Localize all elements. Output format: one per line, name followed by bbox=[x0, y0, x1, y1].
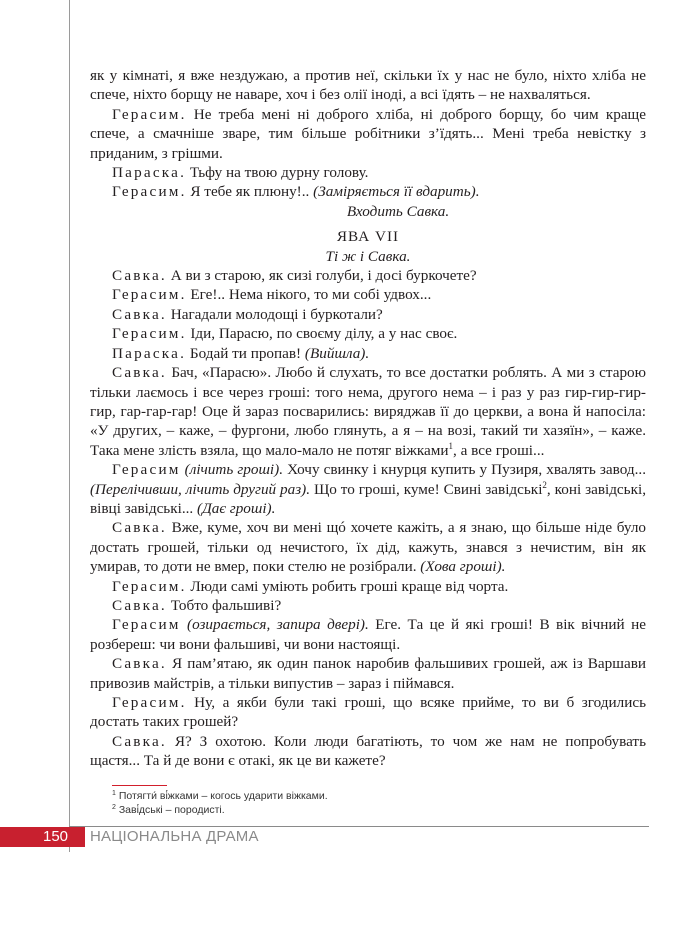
paragraph: Герасим. Не треба мені ні доброго хліба, ні доброго борщу, бо чим краще спече, а смачніше зваре, тим більше робітники з’їдять... Мені треба невістку з приданим, з грішми. bbox=[90, 105, 646, 162]
stage-direction: (Хова гроші). bbox=[420, 558, 506, 576]
footnote-mark: 1 bbox=[112, 790, 116, 797]
speaker-name: Савка. bbox=[112, 732, 167, 750]
speaker-name: Герасим. bbox=[112, 183, 187, 201]
speaker-name: Савка. bbox=[112, 519, 167, 537]
paragraph: Герасим (озирається, запира двері). Еге. Та це й які гроші! В вік вічний не розбереш: чи вони фальшиві, чи вони настоящі. bbox=[90, 616, 646, 653]
footnote: $^2$ Заві́дські – породисті. bbox=[112, 804, 225, 816]
page-number: 150 bbox=[43, 828, 69, 845]
scene-subheading: Ті ж і Савка. bbox=[325, 247, 411, 265]
paragraph: Герасим. Люди самі уміють робить гроші краще від чорта. bbox=[112, 577, 509, 595]
paragraph: Герасим. Іди, Парасю, по своєму ділу, а у нас своє. bbox=[112, 325, 458, 343]
footnote-divider bbox=[112, 785, 167, 786]
paragraph: Параска. Бодай ти пропав! (Вийшла). bbox=[112, 344, 370, 362]
paragraph: як у кімнаті, я вже нездужаю, а против неї, скільки їх у нас не було, ніхто хліба не спече, ніхто борщу не наваре, хоч і без олії іноді, а всі їдять – не нахваляться. bbox=[90, 67, 646, 104]
speaker-name: Савка. bbox=[112, 305, 167, 323]
margin-rule bbox=[69, 0, 70, 852]
speaker-name: Герасим. bbox=[112, 286, 187, 304]
paragraph: Савка. Бач, «Парасю». Любо й слухать, то все достатки роблять. А ми з старою тільки лаємось і все через гроші: того нема, другого нема – і раз у раз гир-гир-гир-гир, гар-гар-гар! Оце й зараз посварились: виряджав її до церкви, а вона й напосіла: «У других, – каже, – фургони, любо глянуть, а я – на возі, такий ти хазяїн», – каже. Така мене злість взяла, що мало-мало не потяг віжками$^1$, а все гроші... bbox=[90, 364, 646, 459]
running-footer-title: НАЦІОНАЛЬНА ДРАМА bbox=[90, 828, 259, 845]
paragraph: Савка. Я пам’ятаю, як один панок наробив фальшивих грошей, аж із Варшави привозив майстрів, а тільки випустив – зараз і піймався. bbox=[90, 655, 646, 692]
footnote-ref: 2 bbox=[542, 479, 547, 490]
footnote-ref: 1 bbox=[448, 440, 454, 451]
stage-direction: (Перелічивши, лічить другий раз). bbox=[90, 480, 311, 498]
paragraph: Савка. Нагадали молодощі і буркотали? bbox=[112, 305, 383, 323]
speaker-name: Савка. bbox=[112, 655, 167, 673]
speaker-name: Герасим. bbox=[112, 694, 187, 711]
stage-direction: (лічить гроші). bbox=[180, 461, 284, 479]
speaker-name: Савка. bbox=[112, 596, 167, 614]
paragraph: Савка. Я? З охотою. Коли люди багатіють, то чом же нам не попробувать щастя... Та й де вони є отакі, як це ви кажете? bbox=[90, 732, 646, 770]
speaker-name: Герасим. bbox=[112, 325, 187, 343]
speaker-name: Параска. bbox=[112, 164, 187, 182]
paragraph: Савка. А ви з старою, як сизі голуби, і досі буркочете? bbox=[112, 267, 477, 285]
speaker-name: Герасим. bbox=[112, 105, 187, 123]
footnote: $^1$ Потягти́ ві́жками – когось ударити віжками. bbox=[112, 790, 328, 802]
speaker-name: Герасим bbox=[112, 616, 181, 634]
stage-direction: (Дає гроші). bbox=[197, 499, 276, 517]
paragraph: Герасим (лічить гроші). Хочу свинку і кнурця купить у Пузиря, хвалять завод... (Перелічивши, лічить другий раз). Що то гроші, куме! Свині завідські$^2$, коні завідські, вівці завідські... (Дає гроші). bbox=[90, 461, 646, 517]
speaker-name: Параска. bbox=[112, 344, 187, 362]
paragraph: Савка. Вже, куме, хоч ви мені щó хочете кажіть, а я знаю, що більше ніде було достать грошей, тільки од нечистого, їх дід, кажуть, знався з нечистим, він як умирав, то доти не вмер, поки стелю не розібрали. (Хова гроші). bbox=[90, 519, 646, 576]
speaker-name: Герасим. bbox=[112, 577, 187, 595]
speaker-name: Герасим bbox=[112, 461, 181, 479]
speaker-name: Савка. bbox=[112, 364, 167, 382]
footnotes bbox=[112, 789, 328, 817]
stage-direction: (озирається, запира двері). bbox=[180, 616, 369, 634]
paragraph: Савка. Тобто фальшиві? bbox=[112, 596, 282, 614]
paragraph: Параска. Тьфу на твою дурну голову. bbox=[112, 164, 369, 182]
paragraph: Герасим. Еге!.. Нема нікого, то ми собі удвох... bbox=[112, 286, 432, 304]
scene-heading: ЯВА VII bbox=[336, 228, 400, 246]
entrance-direction: Входить Савка. bbox=[346, 202, 450, 220]
paragraph: Герасим. Я тебе як плюну!.. (Заміряється її вдарить). bbox=[112, 183, 480, 201]
speaker-name: Савка. bbox=[112, 267, 167, 285]
footnote-mark: 2 bbox=[112, 804, 116, 811]
paragraph: Герасим. Ну, а якби були такі гроші, що всяке прийме, то ви б згодились достать таких грошей? bbox=[90, 694, 646, 731]
stage-direction: (Вийшла). bbox=[304, 344, 370, 362]
page-body bbox=[90, 66, 646, 771]
stage-direction: (Заміряється її вдарить). bbox=[313, 183, 480, 201]
